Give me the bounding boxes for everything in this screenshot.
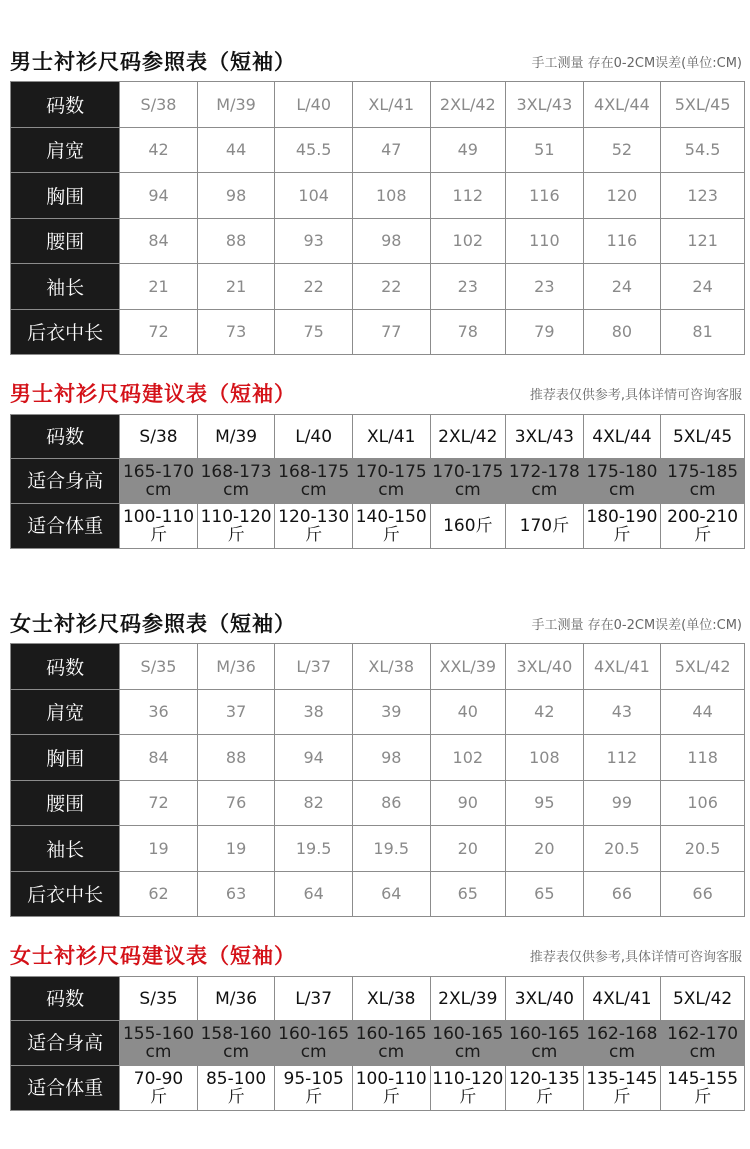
men-reference-note: 手工测量 存在0-2CM误差(单位:CM) [531, 56, 742, 71]
table-cell: 175-185 cm [661, 459, 745, 504]
table-cell: 49 [430, 127, 506, 173]
table-cell: XL/38 [352, 644, 430, 690]
table-cell: S/38 [120, 82, 198, 128]
row-label: 胸围 [11, 735, 120, 781]
men-suggestion-table [10, 414, 745, 549]
table-row [11, 826, 745, 872]
table-cell: 88 [197, 218, 275, 264]
table-cell: 108 [506, 735, 584, 781]
table-cell: 21 [197, 264, 275, 310]
table-row [11, 173, 745, 219]
table-cell: 52 [583, 127, 661, 173]
table-cell: 118 [661, 735, 745, 781]
row-label: 胸围 [11, 173, 120, 219]
table-cell: 120-130 斤 [275, 504, 353, 549]
table-cell: XL/41 [352, 82, 430, 128]
table-cell: 4XL/41 [583, 977, 661, 1021]
table-cell: 4XL/41 [583, 644, 661, 690]
table-cell: 98 [352, 218, 430, 264]
row-label: 码数 [11, 977, 120, 1021]
table-cell: 39 [352, 689, 430, 735]
table-cell: L/40 [275, 415, 353, 459]
table-row [11, 689, 745, 735]
table-cell: XXL/39 [430, 644, 506, 690]
men-suggestion-note: 推荐表仅供参考,具体详情可咨询客服 [529, 388, 742, 403]
table-row [11, 415, 745, 459]
table-cell: 4XL/44 [583, 415, 661, 459]
table-cell: 200-210 斤 [661, 504, 745, 549]
table-cell: XL/38 [352, 977, 430, 1021]
table-cell: 2XL/42 [430, 82, 506, 128]
table-cell: 88 [197, 735, 275, 781]
table-cell: 37 [197, 689, 275, 735]
table-cell: 98 [197, 173, 275, 219]
table-cell: 110 [506, 218, 584, 264]
table-row [11, 127, 745, 173]
table-cell: 95 [506, 780, 584, 826]
table-cell: 43 [583, 689, 661, 735]
table-cell: 42 [506, 689, 584, 735]
women-reference-title: 女士衬衫尺码参照表（短袖） [10, 612, 296, 636]
table-cell: 95-105 斤 [275, 1066, 353, 1111]
women-suggestion-section [0, 942, 750, 1107]
table-cell: 102 [430, 218, 506, 264]
table-cell: 158-160 cm [197, 1021, 275, 1066]
men-reference-title: 男士衬衫尺码参照表（短袖） [10, 50, 296, 74]
table-cell: S/35 [120, 977, 198, 1021]
table-cell: 5XL/42 [661, 644, 745, 690]
table-cell: 3XL/43 [506, 415, 584, 459]
table-cell: 86 [352, 780, 430, 826]
table-cell: 170-175 cm [352, 459, 430, 504]
table-cell: S/38 [120, 415, 198, 459]
table-cell: 82 [275, 780, 353, 826]
table-cell: 145-155 斤 [661, 1066, 745, 1111]
table-cell: 120 [583, 173, 661, 219]
table-row [11, 871, 745, 917]
table-cell: L/37 [275, 977, 353, 1021]
table-cell: 120-135 斤 [506, 1066, 584, 1111]
table-cell: L/37 [275, 644, 353, 690]
women-reference-note: 手工测量 存在0-2CM误差(单位:CM) [531, 618, 742, 633]
table-row [11, 309, 745, 355]
row-label: 后衣中长 [11, 309, 120, 355]
table-cell: 99 [583, 780, 661, 826]
table-cell: 110-120 斤 [430, 1066, 506, 1111]
table-cell: 170-175 cm [430, 459, 506, 504]
table-cell: 102 [430, 735, 506, 781]
row-label: 袖长 [11, 264, 120, 310]
table-cell: 62 [120, 871, 198, 917]
table-cell: 116 [506, 173, 584, 219]
table-cell: 100-110 斤 [120, 504, 198, 549]
table-cell: 72 [120, 780, 198, 826]
table-cell: 66 [583, 871, 661, 917]
table-cell: 93 [275, 218, 353, 264]
table-cell: 40 [430, 689, 506, 735]
table-cell: 64 [275, 871, 353, 917]
table-cell: 64 [352, 871, 430, 917]
table-cell: 160-165 cm [506, 1021, 584, 1066]
table-row [11, 459, 745, 504]
table-cell: XL/41 [352, 415, 430, 459]
row-label: 后衣中长 [11, 871, 120, 917]
table-row [11, 977, 745, 1021]
table-cell: M/39 [197, 415, 275, 459]
table-row [11, 264, 745, 310]
table-cell: 170斤 [506, 504, 584, 549]
men-suggestion-section [0, 380, 750, 545]
table-row [11, 644, 745, 690]
table-cell: L/40 [275, 82, 353, 128]
table-cell: 180-190 斤 [583, 504, 661, 549]
table-cell: 47 [352, 127, 430, 173]
table-cell: 160-165 cm [352, 1021, 430, 1066]
table-cell: 42 [120, 127, 198, 173]
table-cell: 77 [352, 309, 430, 355]
table-cell: 123 [661, 173, 745, 219]
table-cell: 44 [197, 127, 275, 173]
women-suggestion-title: 女士衬衫尺码建议表（短袖） [10, 944, 296, 968]
table-row [11, 735, 745, 781]
table-cell: 20 [506, 826, 584, 872]
table-cell: 116 [583, 218, 661, 264]
table-cell: 155-160 cm [120, 1021, 198, 1066]
table-cell: 66 [661, 871, 745, 917]
women-suggestion-table [10, 976, 745, 1111]
row-label: 袖长 [11, 826, 120, 872]
table-cell: 19 [197, 826, 275, 872]
table-cell: S/35 [120, 644, 198, 690]
row-label: 腰围 [11, 780, 120, 826]
table-cell: 3XL/43 [506, 82, 584, 128]
table-cell: 76 [197, 780, 275, 826]
table-cell: 94 [120, 173, 198, 219]
table-cell: 110-120 斤 [197, 504, 275, 549]
table-row [11, 780, 745, 826]
table-cell: 72 [120, 309, 198, 355]
table-row [11, 82, 745, 128]
table-cell: 94 [275, 735, 353, 781]
table-cell: 22 [275, 264, 353, 310]
table-cell: 135-145 斤 [583, 1066, 661, 1111]
table-cell: 73 [197, 309, 275, 355]
table-cell: 162-170 cm [661, 1021, 745, 1066]
table-cell: 44 [661, 689, 745, 735]
row-label: 适合体重 [11, 1066, 120, 1111]
table-cell: 23 [506, 264, 584, 310]
table-cell: 80 [583, 309, 661, 355]
table-cell: 51 [506, 127, 584, 173]
table-row [11, 504, 745, 549]
row-label: 肩宽 [11, 127, 120, 173]
row-label: 腰围 [11, 218, 120, 264]
row-label: 码数 [11, 82, 120, 128]
table-cell: 104 [275, 173, 353, 219]
table-cell: 84 [120, 735, 198, 781]
table-cell: 165-170 cm [120, 459, 198, 504]
row-label: 码数 [11, 644, 120, 690]
table-cell: 5XL/42 [661, 977, 745, 1021]
table-cell: 65 [506, 871, 584, 917]
women-reference-section [0, 610, 750, 907]
table-cell: 20 [430, 826, 506, 872]
table-cell: 84 [120, 218, 198, 264]
table-cell: 5XL/45 [661, 82, 745, 128]
row-label: 肩宽 [11, 689, 120, 735]
table-cell: 162-168 cm [583, 1021, 661, 1066]
table-cell: 121 [661, 218, 745, 264]
table-cell: 168-175 cm [275, 459, 353, 504]
table-cell: M/39 [197, 82, 275, 128]
table-cell: 5XL/45 [661, 415, 745, 459]
table-cell: 24 [583, 264, 661, 310]
table-cell: 85-100 斤 [197, 1066, 275, 1111]
table-cell: 23 [430, 264, 506, 310]
table-cell: 20.5 [661, 826, 745, 872]
table-cell: 65 [430, 871, 506, 917]
table-cell: 112 [583, 735, 661, 781]
table-cell: 160斤 [430, 504, 506, 549]
table-cell: 36 [120, 689, 198, 735]
table-row [11, 1021, 745, 1066]
table-cell: 78 [430, 309, 506, 355]
row-label: 适合身高 [11, 1021, 120, 1066]
table-cell: 75 [275, 309, 353, 355]
table-cell: 81 [661, 309, 745, 355]
table-cell: 160-165 cm [430, 1021, 506, 1066]
table-cell: 38 [275, 689, 353, 735]
table-cell: 175-180 cm [583, 459, 661, 504]
table-cell: 21 [120, 264, 198, 310]
table-cell: M/36 [197, 644, 275, 690]
table-cell: 19.5 [275, 826, 353, 872]
table-cell: 100-110 斤 [352, 1066, 430, 1111]
men-reference-section [0, 48, 750, 345]
table-row [11, 218, 745, 264]
table-cell: 98 [352, 735, 430, 781]
men-suggestion-title: 男士衬衫尺码建议表（短袖） [10, 382, 296, 406]
table-cell: 90 [430, 780, 506, 826]
table-cell: 45.5 [275, 127, 353, 173]
row-label: 适合体重 [11, 504, 120, 549]
table-cell: 20.5 [583, 826, 661, 872]
table-cell: 168-173 cm [197, 459, 275, 504]
row-label: 适合身高 [11, 459, 120, 504]
table-cell: 172-178 cm [506, 459, 584, 504]
table-cell: 160-165 cm [275, 1021, 353, 1066]
table-cell: 108 [352, 173, 430, 219]
table-cell: 63 [197, 871, 275, 917]
table-cell: 24 [661, 264, 745, 310]
table-cell: 3XL/40 [506, 644, 584, 690]
women-reference-table [10, 643, 745, 917]
row-label: 码数 [11, 415, 120, 459]
table-cell: 70-90 斤 [120, 1066, 198, 1111]
table-cell: 79 [506, 309, 584, 355]
table-cell: 22 [352, 264, 430, 310]
table-cell: 19.5 [352, 826, 430, 872]
table-cell: 54.5 [661, 127, 745, 173]
men-reference-table [10, 81, 745, 355]
table-cell: 140-150 斤 [352, 504, 430, 549]
women-suggestion-note: 推荐表仅供参考,具体详情可咨询客服 [529, 950, 742, 965]
table-cell: 2XL/42 [430, 415, 506, 459]
table-cell: 19 [120, 826, 198, 872]
table-cell: M/36 [197, 977, 275, 1021]
table-cell: 2XL/39 [430, 977, 506, 1021]
table-cell: 3XL/40 [506, 977, 584, 1021]
table-cell: 106 [661, 780, 745, 826]
table-row [11, 1066, 745, 1111]
table-cell: 4XL/44 [583, 82, 661, 128]
table-cell: 112 [430, 173, 506, 219]
